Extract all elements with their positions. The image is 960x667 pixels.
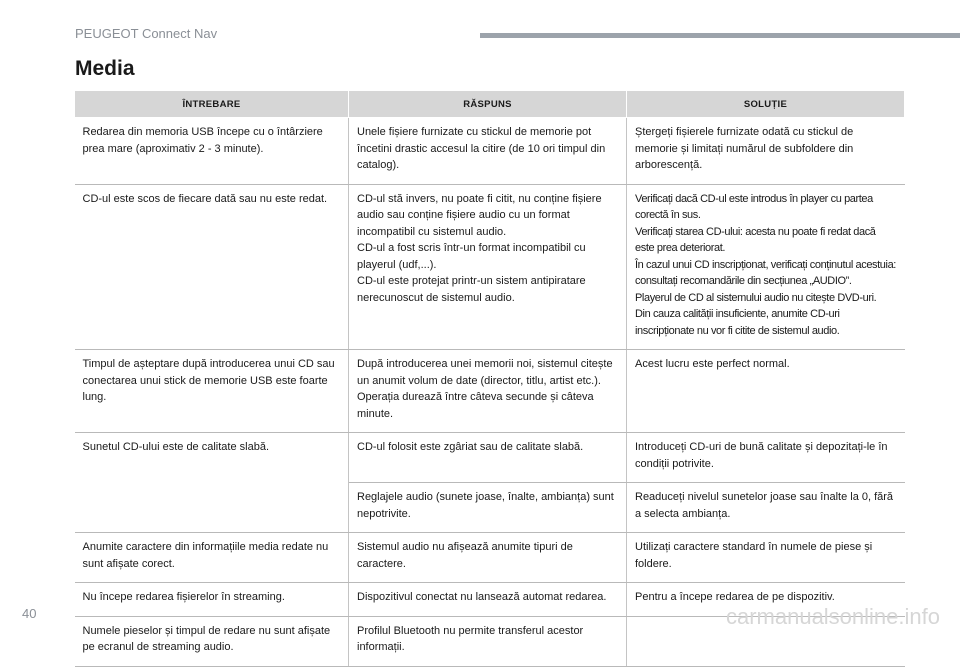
- solution-cell: Introduceți CD-uri de bună calitate și depozitați-le în condiții potrivite.: [627, 433, 905, 483]
- page-title: Media: [75, 57, 135, 80]
- answer-line: CD-ul stă invers, nu poate fi citit, nu conține fișiere audio sau conține fișiere audio cu un format incompatibil cu sistemul audio.: [357, 192, 602, 238]
- solution-cell: Utilizați caractere standard în numele de piese și foldere.: [627, 533, 905, 583]
- table-row: [75, 533, 905, 583]
- answer-cell: Reglajele audio (sunete joase, înalte, ambianța) sunt nepotrivite.: [349, 483, 627, 533]
- answer-cell: Profilul Bluetooth nu permite transferul acestor informații.: [349, 616, 627, 666]
- answer-line: CD-ul este protejat printr-un sistem antipiratare nerecunoscut de sistemul audio.: [357, 275, 586, 304]
- question-cell: Redarea din memoria USB începe cu o întârziere prea mare (aproximativ 2 - 3 minute).: [75, 118, 349, 185]
- question-cell: Sunetul CD-ului este de calitate slabă.: [75, 433, 349, 533]
- solution-line: Verificați dacă CD-ul este introdus în player cu partea corectă în sus.: [635, 192, 873, 221]
- solution-cell: [627, 184, 905, 350]
- question-cell: Timpul de așteptare după introducerea unui CD sau conectarea unui stick de memorie USB este foarte lung.: [75, 350, 349, 433]
- answer-cell: [349, 184, 627, 350]
- answer-cell: Unele fișiere furnizate cu stickul de memorie pot încetini drastic accesul la citire (de 10 ori timpul din catalog).: [349, 118, 627, 185]
- faq-table: [74, 90, 905, 667]
- solution-cell: Ștergeți fișierele furnizate odată cu stickul de memorie și limitați numărul de subfoldere din arborescență.: [627, 118, 905, 185]
- column-header-question: ÎNTREBARE: [75, 91, 349, 118]
- answer-cell: Sistemul audio nu afișează anumite tipuri de caractere.: [349, 533, 627, 583]
- column-header-answer: RĂSPUNS: [349, 91, 627, 118]
- solution-line: Verificați starea CD-ului: acesta nu poate fi redat dacă este prea deteriorat.: [635, 225, 876, 254]
- table-row: [75, 118, 905, 185]
- solution-line: În cazul unui CD inscripționat, verificați conținutul acestuia: consultați recomandările din secțiunea „AUDIO”.: [635, 258, 896, 287]
- answer-cell: CD-ul folosit este zgâriat sau de calitate slabă.: [349, 433, 627, 483]
- question-cell: Anumite caractere din informațiile media redate nu sunt afișate corect.: [75, 533, 349, 583]
- solution-line: Playerul de CD al sistemului audio nu citește DVD-uri.: [635, 291, 877, 304]
- solution-line: Din cauza calității insuficiente, anumite CD-uri inscripționate nu vor fi citite de sistemul audio.: [635, 308, 840, 337]
- table-row: [75, 350, 905, 433]
- question-cell: Numele pieselor și timpul de redare nu sunt afișate pe ecranul de streaming audio.: [75, 616, 349, 666]
- solution-cell: Acest lucru este perfect normal.: [627, 350, 905, 433]
- answer-cell: După introducerea unei memorii noi, sistemul citește un anumit volum de date (director, titlu, artist etc.). Operația durează între câteva secunde și câteva minute.: [349, 350, 627, 433]
- solution-cell: Readuceți nivelul sunetelor joase sau înalte la 0, fără a selecta ambianța.: [627, 483, 905, 533]
- solution-cell: Pentru a începe redarea de pe dispozitiv.: [627, 583, 905, 617]
- question-cell: CD-ul este scos de fiecare dată sau nu este redat.: [75, 184, 349, 350]
- header-rule: [480, 33, 960, 38]
- running-head: PEUGEOT Connect Nav: [75, 26, 218, 41]
- column-header-solution: SOLUȚIE: [627, 91, 905, 118]
- page-number: 40: [22, 606, 37, 621]
- answer-line: CD-ul a fost scris într-un format incompatibil cu playerul (udf,...).: [357, 242, 586, 271]
- watermark: carmanualsonline.info: [725, 604, 940, 629]
- table-row: [75, 433, 905, 483]
- table-header-row: [75, 91, 905, 118]
- question-cell: Nu începe redarea fișierelor în streaming.: [75, 583, 349, 617]
- table-row: [75, 184, 905, 350]
- answer-cell: Dispozitivul conectat nu lansează automat redarea.: [349, 583, 627, 617]
